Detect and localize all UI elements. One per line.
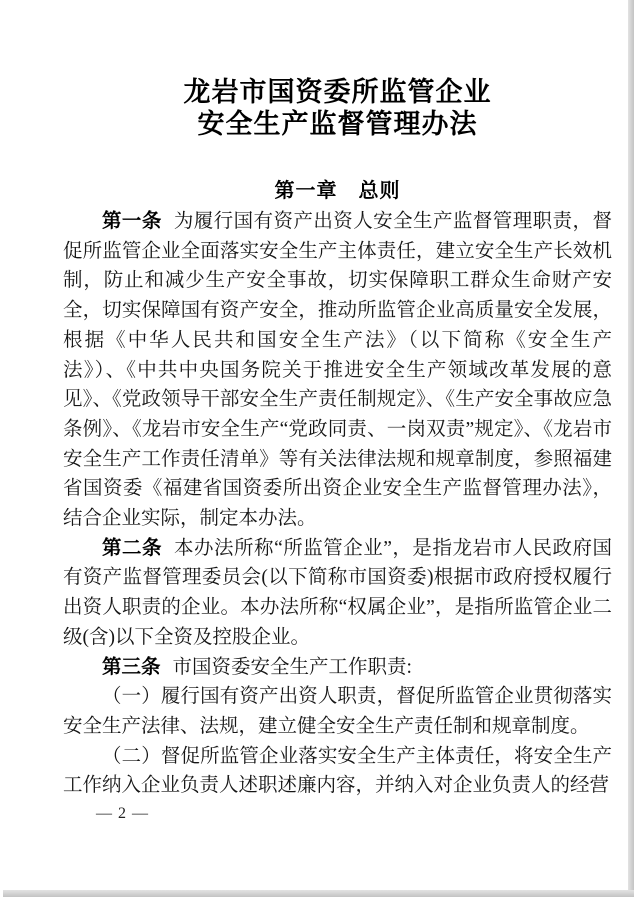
article-2-label: 第二条 [102, 537, 163, 559]
clause-2-text: （二）督促所监管企业落实安全生产主体责任，将安全生产工作纳入企业负责人述职述廉内容，并纳入对企业负责人的经营 [63, 745, 612, 797]
article-clause-1 [63, 682, 612, 741]
page-edge-shadow-bottom [3, 890, 634, 897]
article-clause-2 [63, 742, 612, 801]
article-paragraph-1 [63, 207, 612, 534]
document-title [63, 76, 612, 140]
article-paragraph-2 [63, 534, 612, 653]
clause-1-text: （一）履行国有资产出资人职责，督促所监管企业贯彻落实安全生产法律、法规，建立健全安全生产责任制和规章制度。 [63, 686, 612, 737]
article-3-label: 第三条 [102, 656, 161, 678]
document-title-line2: 安全生产监督管理办法 [197, 109, 478, 139]
article-paragraph-3 [63, 653, 612, 683]
page-number: — 2 — [96, 805, 149, 822]
page-edge-shadow-right [628, 0, 634, 897]
document-content [63, 0, 612, 822]
document-body [63, 207, 612, 801]
chapter-heading: 第一章 总则 [274, 180, 401, 202]
document-title-line1: 龙岩市国资委所监管企业 [183, 77, 492, 107]
article-1-label: 第一条 [102, 211, 162, 232]
article-1-text: 为履行国有资产出资人安全生产监督管理职责，督促所监管企业全面落实安全生产主体责任，建立安全生产长效机制，防止和减少生产安全事故，切实保障职工群众生命财产安全，切实保障国有资产安全，推动所监管企业高质量安全发展，根据《中华人民共和国安全生产法》（以下简称《安全生产法》）、《中共中央国务院关于推进安全生产领域改革发展的意见》、《党政领导干部安全生产责任制规定》、《生产安全事故应急条例》、《龙岩市安全生产“党政同责、一岗双责”规定》、《龙岩市安全生产工作责任清单》等有关法律法规和规章制度，参照福建省国资委《福建省国资委所出资企业安全生产监督管理办法》，结合企业实际，制定本办法。 [63, 211, 612, 530]
article-3-text: 市国资委安全生产工作职责: [172, 656, 412, 678]
article-2-text: 本办法所称“所监管企业”，是指龙岩市人民政府国有资产监督管理委员会(以下简称市国资委)根据市政府授权履行出资人职责的企业。本办法所称“权属企业”，是指所监管企业二级(含)以下全资及控股企业。 [63, 537, 612, 648]
